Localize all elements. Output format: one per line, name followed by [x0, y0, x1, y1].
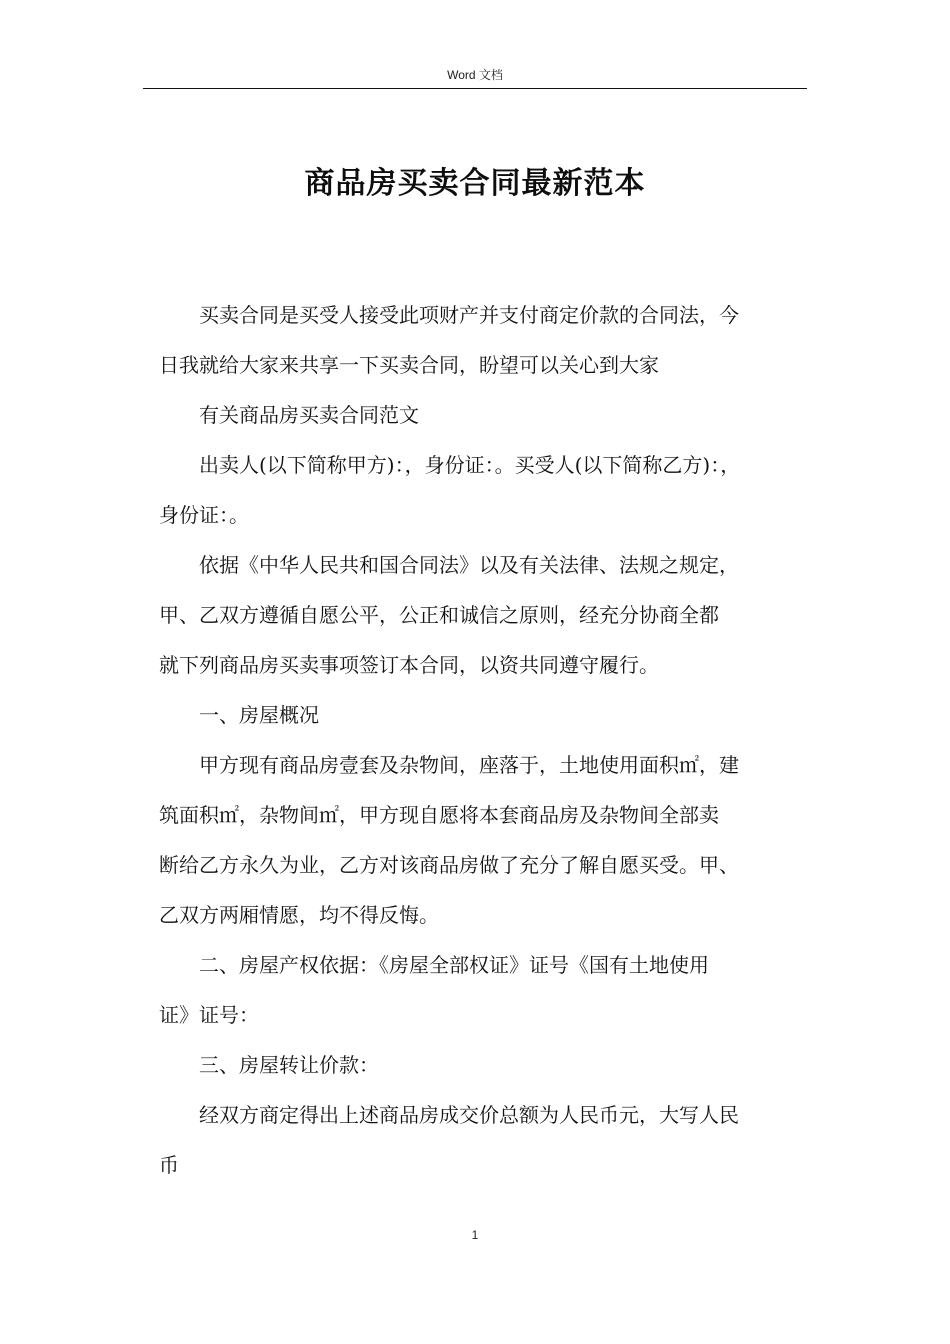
paragraph-line: 筑面积㎡，杂物间㎡，甲方现自愿将本套商品房及杂物间全部卖: [159, 803, 719, 827]
paragraph: [159, 940, 809, 1040]
document-title: 商品房买卖合同最新范本: [304, 166, 646, 201]
paragraph-line: 身份证：。: [159, 503, 249, 527]
paragraph: [179, 1040, 809, 1090]
paragraph: [159, 290, 809, 390]
paragraph: [159, 540, 809, 690]
page-number: 1: [471, 1228, 479, 1242]
paragraph: [159, 1090, 809, 1190]
paragraph: [179, 690, 809, 740]
paragraph-line: 买卖合同是买受人接受此项财产并支付商定价款的合同法，今: [199, 303, 739, 327]
paragraph: [179, 390, 809, 440]
paragraph-line: 乙双方两厢情愿，均不得反悔。: [159, 903, 439, 927]
paragraph-line: 就下列商品房买卖事项签订本合同，以资共同遵守履行。: [159, 653, 659, 677]
paragraph-line: 二、房屋产权依据：《房屋全部权证》证号《国有土地使用: [199, 953, 709, 977]
paragraph-line: 有关商品房买卖合同范文: [199, 403, 419, 427]
paragraph-line: 断给乙方永久为业，乙方对该商品房做了充分了解自愿买受。甲、: [159, 853, 739, 877]
paragraph-line: 出卖人(以下简称甲方)：，身份证：。买受人(以下简称乙方)：，: [199, 453, 741, 477]
document-body: [159, 290, 809, 1190]
paragraph-line: 经双方商定得出上述商品房成交价总额为人民币元，大写人民: [199, 1103, 739, 1127]
header-divider: [143, 88, 807, 89]
paragraph-line: 依据《中华人民共和国合同法》以及有关法律、法规之规定，: [199, 553, 739, 577]
paragraph: [159, 440, 809, 540]
paragraph-line: 币: [159, 1153, 179, 1177]
paragraph-line: 甲方现有商品房壹套及杂物间，座落于，土地使用面积㎡，建: [199, 753, 739, 777]
paragraph-line: 日我就给大家来共享一下买卖合同，盼望可以关心到大家: [159, 353, 659, 377]
paragraph: [159, 740, 809, 940]
paragraph-line: 三、房屋转让价款：: [199, 1053, 379, 1077]
paragraph-line: 甲、乙双方遵循自愿公平，公正和诚信之原则，经充分协商全都: [159, 603, 719, 627]
paragraph-line: 一、房屋概况: [199, 703, 319, 727]
page-header: Word 文档: [447, 68, 503, 82]
paragraph-line: 证》证号：: [159, 1003, 259, 1027]
